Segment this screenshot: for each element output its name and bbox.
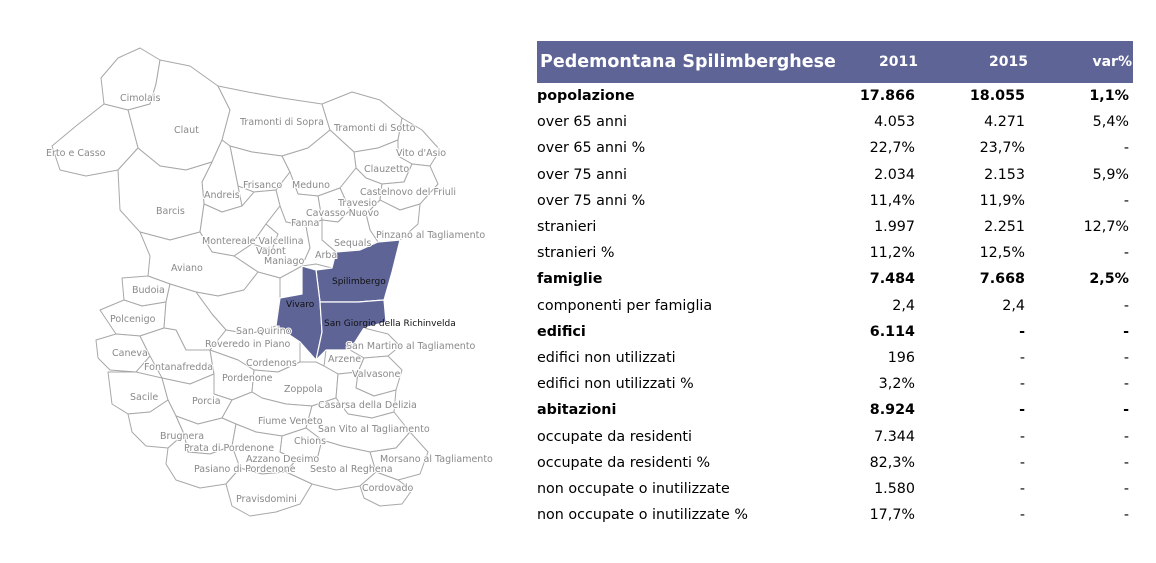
table-row bbox=[537, 240, 1133, 266]
row-label: edifici bbox=[537, 323, 586, 340]
row-label: popolazione bbox=[537, 88, 635, 105]
value-var: 5,4% bbox=[1092, 114, 1129, 131]
province-map bbox=[0, 0, 520, 563]
label-san-martino-al-tagliamento: San Martino al Tagliamento bbox=[346, 341, 476, 352]
label-vito-dasio: Vito d'Asio bbox=[396, 148, 447, 159]
value-2011: 8.924 bbox=[869, 402, 915, 419]
label-cavasso-nuovo: Cavasso Nuovo bbox=[306, 208, 380, 219]
table-row bbox=[537, 135, 1133, 161]
label-castelnovo-del-friuli: Castelnovo del Friuli bbox=[360, 187, 457, 198]
label-budoia: Budoia bbox=[132, 285, 165, 296]
label-travesio: Travesio bbox=[338, 198, 378, 209]
value-2015: - bbox=[1019, 480, 1025, 497]
label-pravisdomini: Pravisdomini bbox=[236, 494, 297, 505]
table-row bbox=[537, 345, 1133, 371]
label-casarsa-della-delizia: Casarsa della Delizia bbox=[318, 400, 417, 411]
value-2015: - bbox=[1019, 376, 1025, 393]
value-var: - bbox=[1123, 297, 1129, 314]
value-2015: 7.668 bbox=[979, 271, 1025, 288]
label-caneva: Caneva bbox=[112, 348, 148, 359]
label-cordenons: Cordenons bbox=[246, 358, 297, 369]
table-row bbox=[537, 109, 1133, 135]
value-2015: 2.251 bbox=[984, 219, 1025, 236]
value-2011: 3,2% bbox=[878, 376, 915, 393]
value-var: - bbox=[1123, 245, 1129, 262]
table-row bbox=[537, 214, 1133, 240]
label-polcenigo: Polcenigo bbox=[110, 314, 156, 325]
column-header-var: var% bbox=[1092, 54, 1132, 70]
label-vajont: Vajont bbox=[256, 246, 286, 257]
label-san-giorgio-della-richinvelda: San Giorgio della Richinvelda bbox=[324, 319, 456, 329]
value-2015: 18.055 bbox=[969, 88, 1025, 105]
label-cordovado: Cordovado bbox=[362, 483, 414, 494]
label-spilimbergo: Spilimbergo bbox=[332, 277, 386, 287]
row-label: componenti per famiglia bbox=[537, 297, 713, 314]
value-2011: 17.866 bbox=[859, 88, 915, 105]
value-2015: 11,9% bbox=[979, 192, 1025, 209]
value-2011: 6.114 bbox=[869, 323, 915, 340]
value-2011: 196 bbox=[887, 349, 915, 366]
label-arzene: Arzene bbox=[328, 354, 362, 365]
value-var: 5,9% bbox=[1092, 166, 1129, 183]
value-var: - bbox=[1123, 507, 1129, 524]
label-montereale-valcellina: Montereale Valcellina bbox=[202, 236, 304, 247]
table-row bbox=[537, 450, 1133, 476]
row-label: stranieri bbox=[537, 219, 597, 236]
table-row bbox=[537, 371, 1133, 397]
label-azzano-decimo: Azzano Decimo bbox=[246, 454, 320, 465]
table-row bbox=[537, 293, 1133, 319]
label-fiume-veneto: Fiume Veneto bbox=[258, 416, 323, 427]
label-clauzetto: Clauzetto bbox=[364, 164, 410, 175]
label-prata-di-pordenone: Prata di Pordenone bbox=[184, 443, 275, 454]
value-2015: 4.271 bbox=[984, 114, 1025, 131]
row-label: occupate da residenti % bbox=[537, 454, 711, 471]
row-label: non occupate o inutilizzate bbox=[537, 480, 730, 497]
value-2011: 17,7% bbox=[869, 507, 915, 524]
row-label: over 75 anni bbox=[537, 166, 628, 183]
row-label: stranieri % bbox=[537, 245, 615, 262]
value-var: - bbox=[1123, 376, 1129, 393]
label-sacile: Sacile bbox=[130, 392, 159, 403]
value-var: 1,1% bbox=[1089, 88, 1129, 105]
label-roveredo-in-piano: Roveredo in Piano bbox=[205, 339, 291, 350]
label-tramonti-di-sopra: Tramonti di Sopra bbox=[240, 117, 324, 128]
table-row bbox=[537, 423, 1133, 449]
label-tramonti-di-sotto: Tramonti di Sotto bbox=[334, 123, 416, 134]
value-2015: - bbox=[1019, 454, 1025, 471]
label-maniago: Maniago bbox=[264, 256, 305, 267]
value-2015: - bbox=[1019, 507, 1025, 524]
table-row bbox=[537, 319, 1133, 345]
label-pasiano-di-pordenone: Pasiano di Pordenone bbox=[194, 464, 296, 475]
label-porcia: Porcia bbox=[192, 396, 221, 407]
row-label: edifici non utilizzati bbox=[537, 349, 676, 366]
row-label: famiglie bbox=[537, 271, 603, 288]
label-vivaro: Vivaro bbox=[286, 300, 315, 310]
column-header-2011: 2011 bbox=[879, 54, 918, 70]
value-var: - bbox=[1123, 428, 1129, 445]
label-barcis: Barcis bbox=[156, 206, 185, 217]
table-row bbox=[537, 188, 1133, 214]
value-var: 12,7% bbox=[1083, 219, 1129, 236]
label-brugnera: Brugnera bbox=[160, 431, 205, 442]
label-chions: Chions bbox=[294, 436, 327, 447]
value-2011: 11,4% bbox=[869, 192, 915, 209]
value-2011: 11,2% bbox=[869, 245, 915, 262]
label-andreis: Andreis bbox=[204, 190, 240, 201]
label-sesto-al-reghena: Sesto al Reghena bbox=[310, 464, 393, 475]
value-2011: 1.580 bbox=[874, 480, 915, 497]
value-2011: 4.053 bbox=[874, 114, 915, 131]
value-2011: 7.344 bbox=[874, 428, 915, 445]
label-san-vito-al-tagliamento: San Vito al Tagliamento bbox=[318, 424, 430, 435]
value-var: - bbox=[1123, 454, 1129, 471]
value-2015: - bbox=[1019, 428, 1025, 445]
table-header bbox=[537, 41, 1133, 83]
label-erto-e-casso: Erto e Casso bbox=[46, 148, 106, 159]
value-2011: 2,4 bbox=[892, 297, 915, 314]
label-pinzano-al-tagliamento: Pinzano al Tagliamento bbox=[376, 230, 486, 241]
value-var: - bbox=[1123, 349, 1129, 366]
value-2011: 1.997 bbox=[874, 219, 915, 236]
value-2015: - bbox=[1019, 323, 1025, 340]
value-2011: 7.484 bbox=[869, 271, 915, 288]
row-label: over 65 anni bbox=[537, 114, 628, 131]
value-var: - bbox=[1123, 323, 1129, 340]
label-zoppola: Zoppola bbox=[284, 384, 323, 395]
value-2015: - bbox=[1019, 402, 1025, 419]
label-sequals: Sequals bbox=[334, 238, 372, 249]
value-var: - bbox=[1123, 402, 1129, 419]
value-2015: 23,7% bbox=[979, 140, 1025, 157]
row-label: occupate da residenti bbox=[537, 428, 692, 445]
label-fanna: Fanna bbox=[291, 218, 320, 229]
row-label: over 65 anni % bbox=[537, 140, 646, 157]
label-frisanco: Frisanco bbox=[243, 180, 283, 191]
label-fontanafredda: Fontanafredda bbox=[144, 362, 214, 373]
table-row bbox=[537, 162, 1133, 188]
value-2011: 2.034 bbox=[874, 166, 915, 183]
value-2015: 2,4 bbox=[1002, 297, 1025, 314]
label-meduno: Meduno bbox=[292, 180, 330, 191]
value-2011: 82,3% bbox=[869, 454, 915, 471]
table-row bbox=[537, 83, 1133, 109]
row-label: over 75 anni % bbox=[537, 192, 646, 209]
value-2011: 22,7% bbox=[869, 140, 915, 157]
value-var: - bbox=[1123, 140, 1129, 157]
value-var: - bbox=[1123, 192, 1129, 209]
row-label: abitazioni bbox=[537, 402, 617, 419]
value-2015: 12,5% bbox=[979, 245, 1025, 262]
label-valvasone: Valvasone bbox=[352, 369, 401, 380]
label-san-quirino: San Quirino bbox=[236, 326, 292, 337]
value-2015: - bbox=[1019, 349, 1025, 366]
label-pordenone: Pordenone bbox=[222, 373, 273, 384]
label-aviano: Aviano bbox=[171, 263, 203, 274]
table-row bbox=[537, 397, 1133, 423]
table-title: Pedemontana Spilimberghese bbox=[540, 52, 836, 72]
table-row bbox=[537, 502, 1133, 528]
table-row bbox=[537, 266, 1133, 292]
value-var: - bbox=[1123, 480, 1129, 497]
label-arba: Arba bbox=[315, 250, 338, 261]
label-morsano-al-tagliamento: Morsano al Tagliamento bbox=[380, 454, 493, 465]
table-body bbox=[537, 83, 1133, 528]
value-var: 2,5% bbox=[1089, 271, 1129, 288]
row-label: edifici non utilizzati % bbox=[537, 376, 694, 393]
statistics-table bbox=[537, 41, 1133, 528]
column-header-2015: 2015 bbox=[989, 54, 1028, 70]
value-2015: 2.153 bbox=[984, 166, 1025, 183]
row-label: non occupate o inutilizzate % bbox=[537, 507, 748, 524]
table-row bbox=[537, 476, 1133, 502]
label-cimolais: Cimolais bbox=[120, 93, 161, 104]
label-claut: Claut bbox=[174, 125, 199, 136]
